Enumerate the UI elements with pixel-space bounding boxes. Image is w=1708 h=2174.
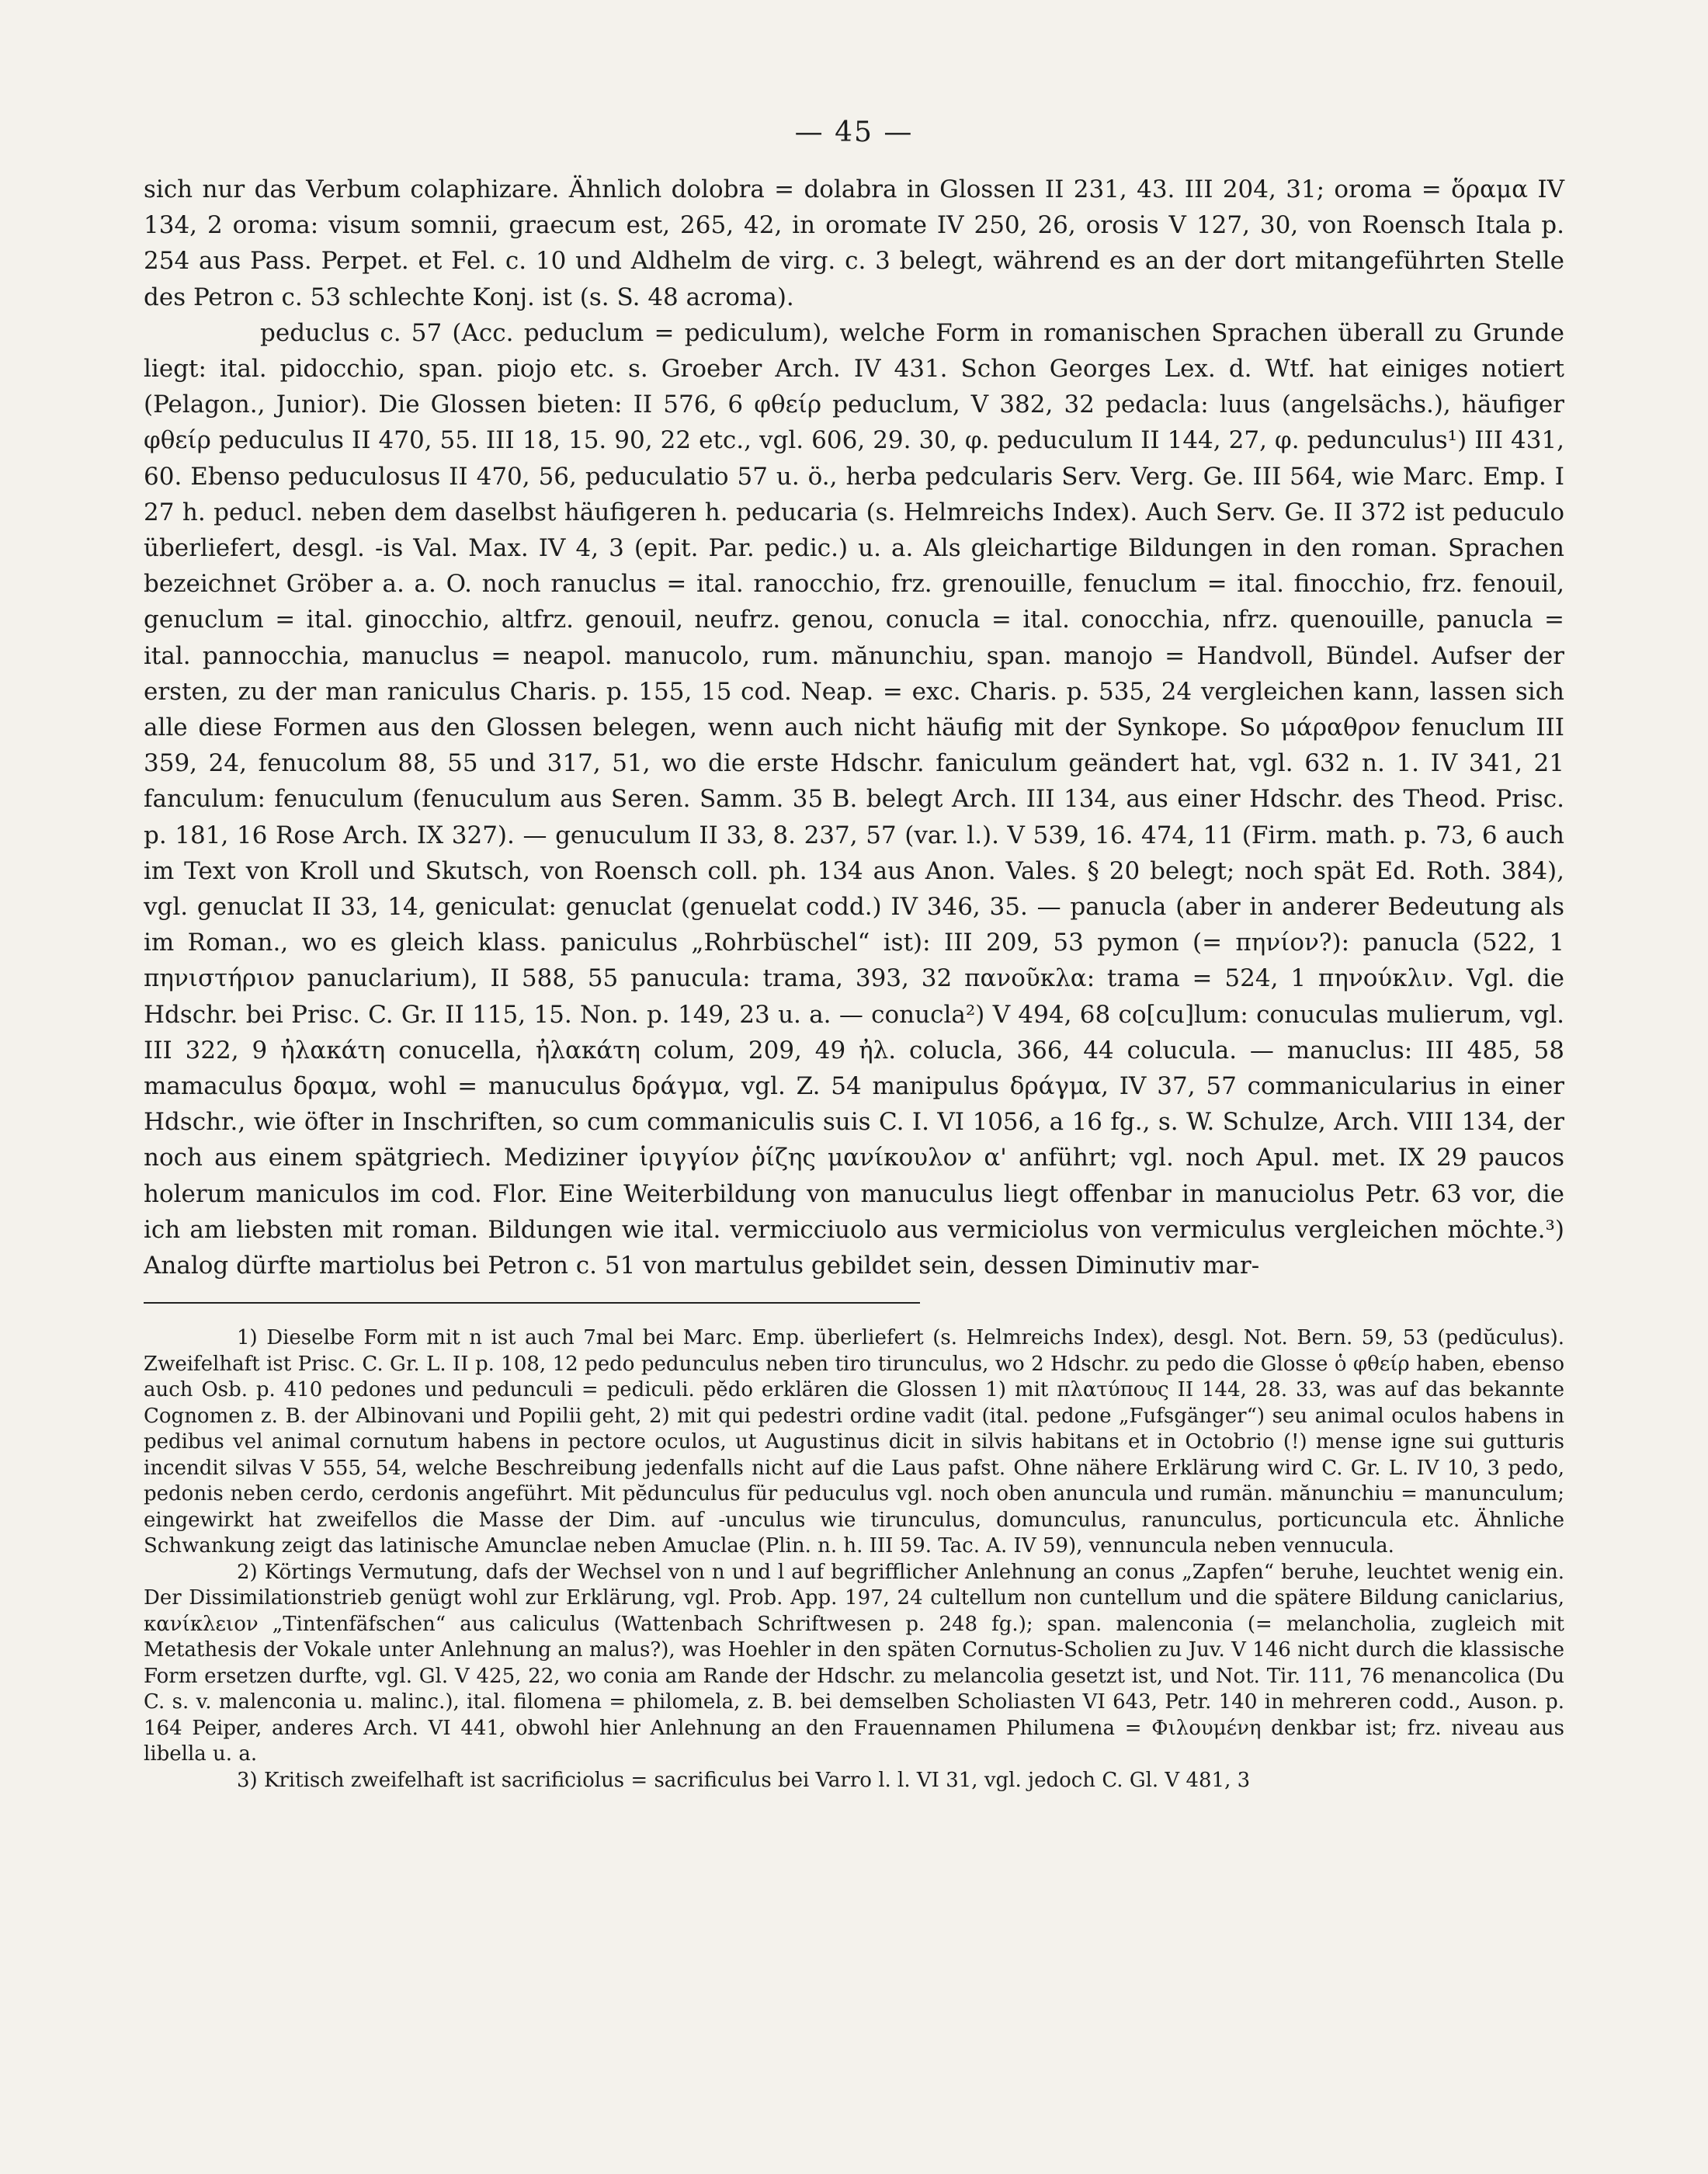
page-number: — 45 —: [794, 116, 914, 148]
footnote-2: 2) Körtings Vermutung, dafs der Wechsel von n und l auf begrifflicher Anlehnung an conus „Zapfen“ beruhe, leuchtet wenig ein. Der Dissimilationstrieb genügt wohl zur Erklärung, vgl. Prob. App. 197, 24 cultellum non cuntellum und die spätere Bildung caniclarius, κανίκλειον „Tintenfäfschen“ aus caliculus (Wattenbach Schriftwesen p. 248 fg.); span. malenconia (= melancholia, zugleich mit Metathesis der Vokale unter Anlehnung an malus?), was Hoehler in den späten Cornutus-Scholien zu Juv. V 146 nicht durch die klassische Form ersetzen durfte, vgl. Gl. V 425, 22, wo conia am Rande der Hdschr. zu melancolia gesetzt ist, und Not. Tir. 111, 76 menancolica (Du C. s. v. malenconia u. malinc.), ital. filomena = philomela, z. B. bei demselben Scholiasten VI 643, Petr. 140 in mehreren codd., Auson. p. 164 Peiper, anderes Arch. VI 441, obwohl hier Anlehnung an den Frauennamen Philumena = Φιλουμένη denkbar ist; frz. niveau aus libella u. a.: [144, 1560, 1564, 1766]
main-paragraph: sich nur das Verbum colaphizare. Ähnlich dolobra = dolabra in Glossen II 231, 43. III 204, 31; oroma = ὅραμα IV 134, 2 oroma: visum somnii, graecum est, 265, 42, in oromate IV 250, 26, orosis V 127, 30, von Roensch Itala p. 254 aus Pass. Perpet. et Fel. c. 10 und Aldhelm de virg. c. 3 belegt, während es an der dort mitangeführten Stelle des Petron c. 53 schlechte Konj. ist (s. S. 48 acroma).: [144, 175, 1564, 311]
footnote-divider: [144, 1302, 920, 1304]
page: [144, 116, 1564, 1794]
footnote-1: 1) Dieselbe Form mit n ist auch 7mal bei Marc. Emp. überliefert (s. Helmreichs Index), desgl. Not. Bern. 59, 53 (pedŭculus). Zweifelhaft ist Prisc. C. Gr. L. II p. 108, 12 pedo pedunculus neben tiro tirunculus, wo 2 Hdschr. zu pedo die Glosse ὁ φθείρ haben, ebenso auch Osb. p. 410 pedones und pedunculi = pediculi. pĕdo erklären die Glossen 1) mit πλατύπους II 144, 28. 33, was auf das bekannte Cognomen z. B. der Albinovani und Popilii geht, 2) mit qui pedestri ordine vadit (ital. pedone „Fufsgänger“) seu animal oculos habens in pedibus vel animal cornutum habens in pectore oculos, ut Augustinus dicit in silvis habitans et in Octobrio (!) mense igne sui gutturis incendit silvas V 555, 54, welche Beschreibung jedenfalls nicht auf die Laus pafst. Ohne nähere Erklärung wird C. Gr. L. IV 10, 3 pedo, pedonis neben cerdo, cerdonis angeführt. Mit pĕdunculus für peduculus vgl. noch oben anuncula und rumän. mănunchiu = manunculum; eingewirkt hat zweifellos die Masse der Dim. auf -unculus wie tirunculus, domunculus, ranunculus, porticuncula etc. Ähnliche Schwankung zeigt das latinische Amunclae neben Amuclae (Plin. n. h. III 59. Tac. A. IV 59), vennuncula neben vennucula.: [144, 1326, 1564, 1558]
footnotes: [144, 1325, 1564, 1794]
main-paragraph: peduclus c. 57 (Acc. peduclum = pediculum), welche Form in romanischen Sprachen überall zu Grunde liegt: ital. pidocchio, span. piojo etc. s. Groeber Arch. IV 431. Schon Georges Lex. d. Wtf. hat einiges notiert (Pelagon., Junior). Die Glossen bieten: II 576, 6 φθείρ peduclum, V 382, 32 pedacla: luus (angelsächs.), häufiger φθείρ peduculus II 470, 55. III 18, 15. 90, 22 etc., vgl. 606, 29. 30, φ. peduculum II 144, 27, φ. pedunculus¹) III 431, 60. Ebenso peduculosus II 470, 56, peduculatio 57 u. ö., herba pedcularis Serv. Verg. Ge. III 564, wie Marc. Emp. I 27 h. peducl. neben dem daselbst häufigeren h. peducaria (s. Helmreichs Index). Auch Serv. Ge. II 372 ist peduculo überliefert, desgl. -is Val. Max. IV 4, 3 (epit. Par. pedic.) u. a. Als gleichartige Bildungen in den roman. Sprachen bezeichnet Gröber a. a. O. noch ranuclus = ital. ranocchio, frz. grenouille, fenuclum = ital. finocchio, frz. fenouil, genuclum = ital. ginocchio, altfrz. genouil, neufrz. genou, conucla = ital. conocchia, nfrz. quenouille, panucla = ital. pannocchia, manuclus = neapol. manucolo, rum. mănunchiu, span. manojo = Handvoll, Bündel. Aufser der ersten, zu der man raniculus Charis. p. 155, 15 cod. Neap. = exc. Charis. p. 535, 24 vergleichen kann, lassen sich alle diese Formen aus den Glossen belegen, wenn auch nicht häufig mit der Synkope. So μάραθρον fenuclum III 359, 24, fenucolum 88, 55 und 317, 51, wo die erste Hdschr. faniculum geändert hat, vgl. 632 n. 1. IV 341, 21 fanculum: fenuculum (fenuculum aus Seren. Samm. 35 B. belegt Arch. III 134, aus einer Hdschr. des Theod. Prisc. p. 181, 16 Rose Arch. IX 327). — genuculum II 33, 8. 237, 57 (var. l.). V 539, 16. 474, 11 (Firm. math. p. 73, 6 auch im Text von Kroll und Skutsch, von Roensch coll. ph. 134 aus Anon. Vales. § 20 belegt; noch spät Ed. Roth. 384), vgl. genuclat II 33, 14, geniculat: genuclat (genuelat codd.) IV 346, 35. — panucla (aber in anderer Bedeutung als im Roman., wo es gleich klass. paniculus „Rohrbüschel“ ist): III 209, 53 pymon (= πηνίον?): panucla (522, 1 πηνιστήριον panuclarium), II 588, 55 panucula: trama, 393, 32 πανοῦκλα: trama = 524, 1 πηνούκλιν. Vgl. die Hdschr. bei Prisc. C. Gr. II 115, 15. Non. p. 149, 23 u. a. — conucla²) V 494, 68 co[cu]lum: conuculas mulierum, vgl. III 322, 9 ἠλακάτη conucella, ἠλακάτη colum, 209, 49 ἠλ. colucla, 366, 44 colucula. — manuclus: III 485, 58 mamaculus δραμα, wohl = manuculus δράγμα, vgl. Z. 54 manipulus δράγμα, IV 37, 57 commanicularius in einer Hdschr., wie öfter in Inschriften, so cum commaniculis suis C. I. VI 1056, a 16 fg., s. W. Schulze, Arch. VIII 134, der noch aus einem spätgriech. Mediziner ἱριγγίον ῥίζης μανίκουλον α' anführt; vgl. noch Apul. met. IX 29 paucos holerum maniculos im cod. Flor. Eine Weiterbildung von manuculus liegt offenbar in manuciolus Petr. 63 vor, die ich am liebsten mit roman. Bildungen wie ital. vermicciuolo aus vermiciolus von vermiculus vergleichen möchte.³) Analog dürfte martiolus bei Petron c. 51 von martulus gebildet sein, dessen Diminutiv mar-: [144, 318, 1564, 1280]
footnote-3: 3) Kritisch zweifelhaft ist sacrificiolus = sacrificulus bei Varro l. l. VI 31, vgl. jedoch C. Gl. V 481, 3: [237, 1768, 1251, 1792]
main-text: [144, 172, 1564, 1283]
